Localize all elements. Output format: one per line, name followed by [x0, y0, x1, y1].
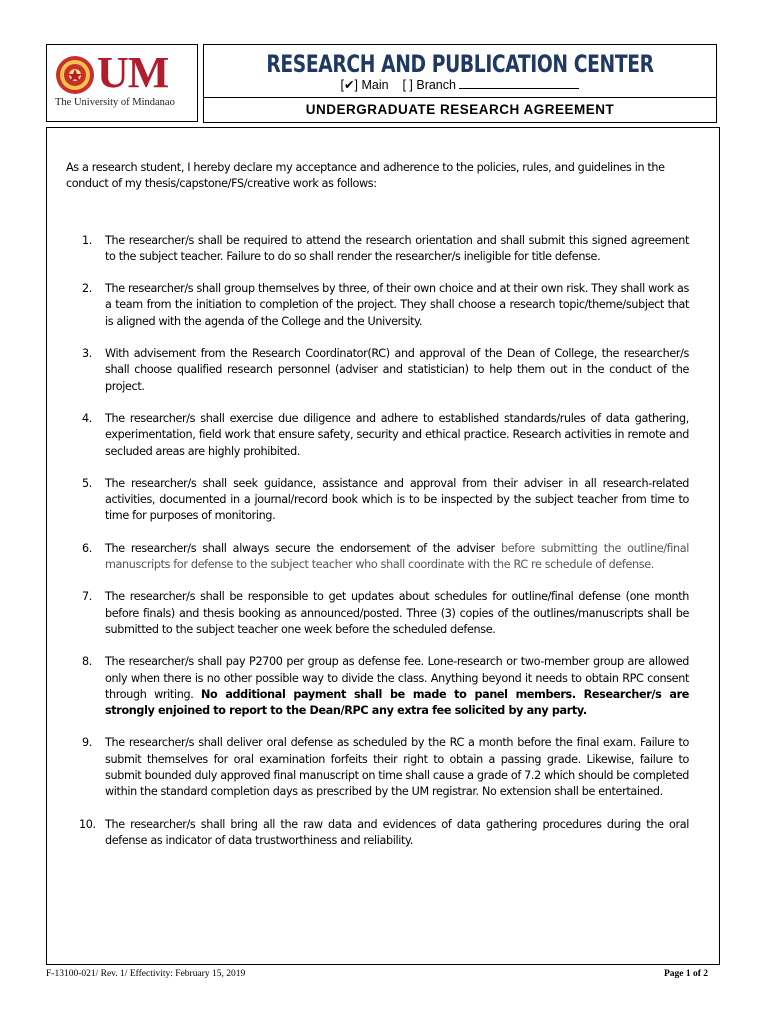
rule-number: 1. [82, 233, 92, 247]
rule-number: 9. [82, 736, 92, 750]
agreement-content [66, 160, 689, 865]
rules-list [66, 233, 689, 850]
rule-number: 3. [82, 347, 92, 361]
rule-number: 10. [79, 817, 96, 831]
rule-number: 8. [82, 655, 92, 669]
rule-text-grey: before submitting the outline/final manuscripts for defense to the subject teacher who shall coordinate with the RC re schedule of defense. [105, 541, 690, 572]
rule-item [66, 476, 689, 525]
rule-item [66, 541, 689, 574]
intro-paragraph: As a research student, I hereby declare my acceptance and adherence to the policies, rules, and guidelines in the conduct of my thesis/capstone/FS/creative work as follows: [66, 161, 665, 191]
rule-item [66, 735, 689, 800]
rule-number: 4. [82, 411, 92, 425]
rule-item [66, 233, 689, 266]
rule-item [66, 817, 689, 850]
rule-text: The researcher/s shall deliver oral defense as scheduled by the RC a month before the final exam. Failure to submit themselves for oral examination forfeits their right to obtain a passing grade. Likewise, failure to submit bounded duly approved final manuscript on time shall cause a grade of 7.2 which should be completed within the standard completion days as prescribed by the UM registrar. No extension shall be entertained. [105, 736, 689, 799]
rule-text-bold: No additional payment shall be made to panel members. Researcher/s are strongly enjoined to report to the Dean/RPC any extra fee solicited by any party. [105, 687, 689, 718]
rule-text: The researcher/s shall exercise due diligence and adhere to established standards/rules of data gathering, experimentation, field work that ensure safety, security and ethical practice. Research activities in remote and secluded areas are highly prohibited. [105, 411, 689, 458]
page-number: Page 1 of 2 [664, 969, 709, 979]
rule-item [66, 346, 689, 395]
rule-text: The researcher/s shall seek guidance, assistance and approval from their adviser in all research-related activities, documented in a journal/record book which is to be inspected by the subject teacher from time to time for purposes of monitoring. [105, 476, 689, 523]
rule-text: The researcher/s shall bring all the raw data and evidences of data gathering procedures during the oral defense as indicator of data trustworthiness and reliability. [105, 817, 689, 847]
rule-number: 6. [82, 541, 92, 555]
logo-box [46, 44, 198, 122]
branch-blank-line [459, 78, 579, 89]
rule-text: With advisement from the Research Coordinator(RC) and approval of the Dean of College, the researcher/s shall choose qualified research personnel (adviser and statistician) to help them out in the conduct of the project. [105, 347, 689, 393]
rule-item [66, 654, 689, 719]
rule-number: 2. [82, 282, 92, 296]
university-name: The University of Mindanao [55, 97, 175, 108]
branch-checkbox: [ ] [402, 78, 413, 92]
main-checkbox: [✔] [340, 78, 358, 92]
rule-item [66, 411, 689, 460]
rule-number: 7. [82, 590, 92, 604]
rule-item [66, 589, 689, 638]
rule-text: The researcher/s shall be required to attend the research orientation and shall submit this signed agreement to the subject teacher. Failure to do so shall render the researcher/s ineligible for title defense. [105, 233, 689, 263]
rule-text: The researcher/s shall be responsible to get updates about schedules for outline/final defense (one month before finals) and thesis booking as announced/posted. Three (3) copies of the outlines/manuscripts shall be submitted to the subject teacher one week before the scheduled defense. [105, 590, 689, 636]
rule-text: The researcher/s shall pay P2700 per group as defense fee. Lone-research or two-member group are allowed only when there is no other possible way to divide the class. Anything beyond it needs to obtain RPC consent through writing. [105, 655, 689, 701]
rule-number: 5. [82, 476, 92, 490]
main-label: Main [361, 78, 389, 92]
center-title: RESEARCH AND PUBLICATION CENTER [266, 50, 654, 78]
title-box [203, 44, 717, 98]
rule-text: The researcher/s shall group themselves by three, of their own choice and at their own risk. They shall work as a team from the initiation to completion of the project. They shall choose a research topic/theme/subject that is aligned with the agenda of the College and the University. [105, 282, 689, 328]
agreement-title: UNDERGRADUATE RESEARCH AGREEMENT [203, 97, 717, 123]
rule-item [66, 281, 689, 330]
university-seal-icon [55, 55, 95, 95]
um-logo-letters: UM [97, 48, 169, 97]
rule-text: The researcher/s shall always secure the endorsement of the adviser [105, 541, 501, 555]
branch-label: Branch [416, 78, 456, 92]
form-code: F-13100-021/ Rev. 1/ Effectivity: February 15, 2019 [46, 969, 246, 979]
campus-selection [204, 78, 716, 92]
